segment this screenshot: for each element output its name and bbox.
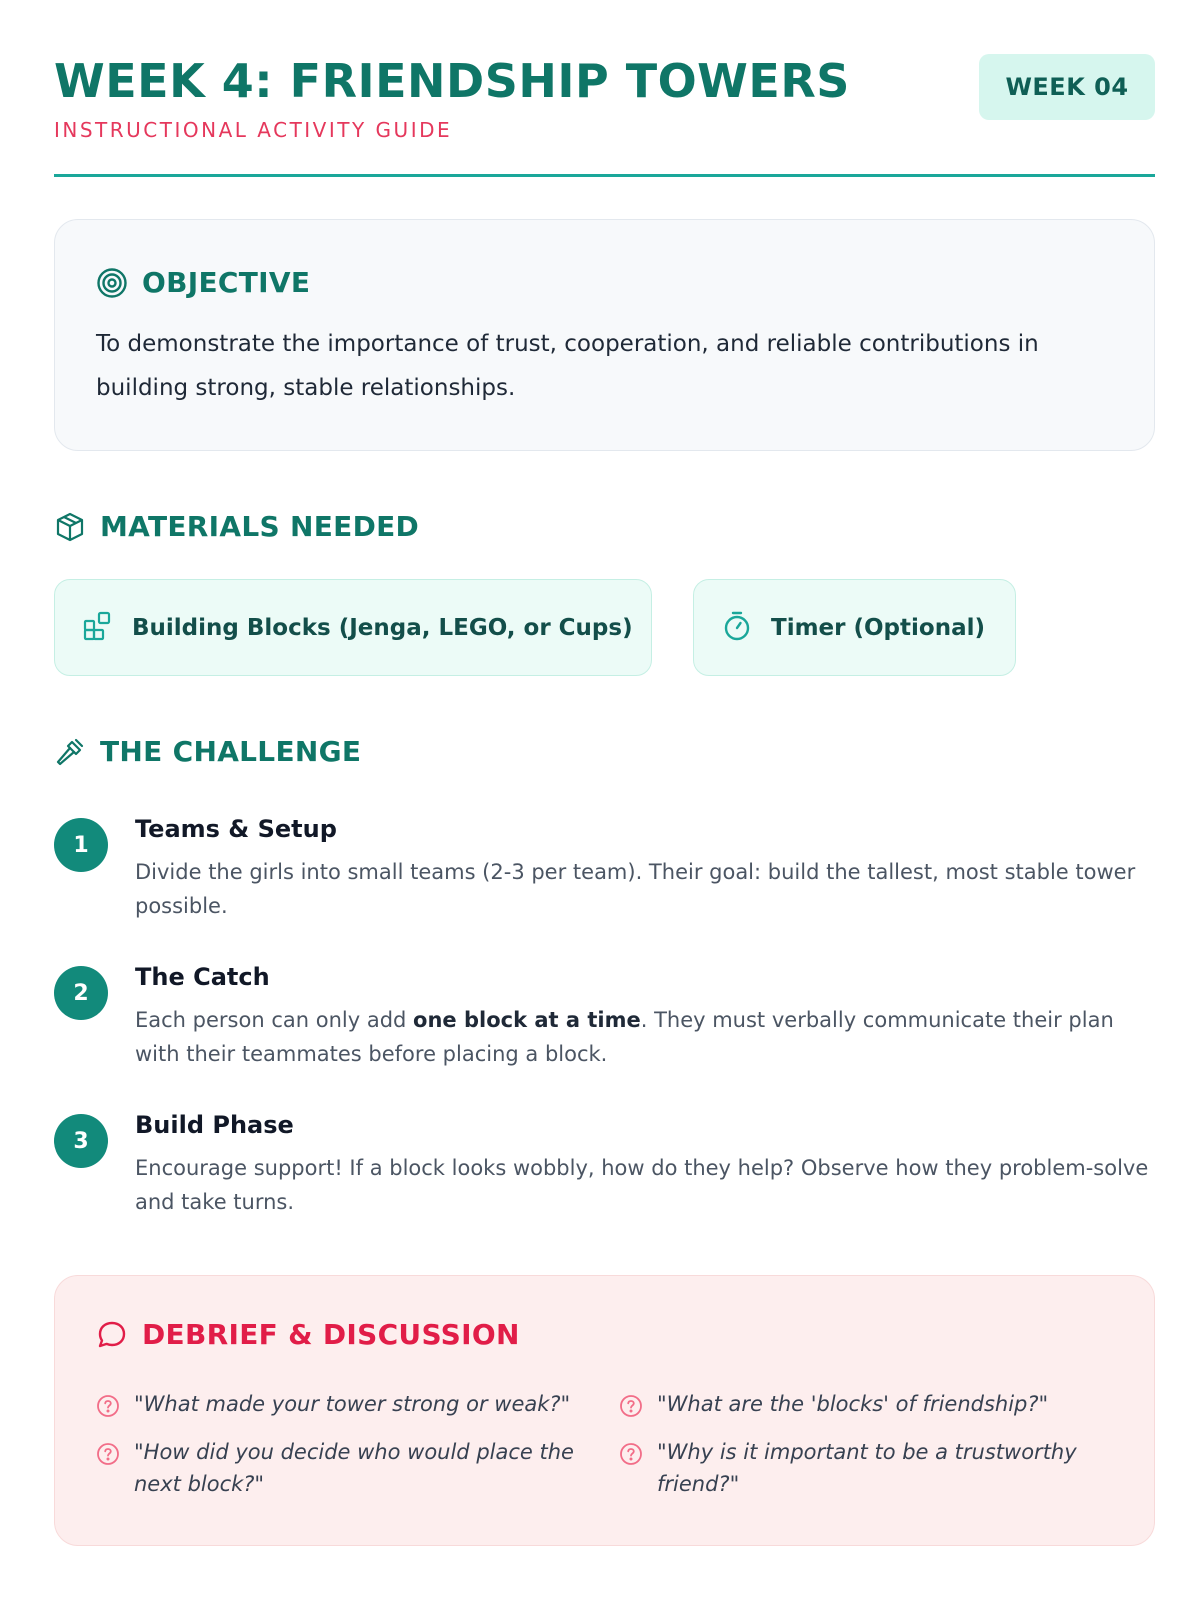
material-item-blocks <box>54 579 652 676</box>
step-description: Divide the girls into small teams (2-3 per team). Their goal: build the tallest, most stable tower possible. <box>135 860 1136 918</box>
page-title: WEEK 4: FRIENDSHIP TOWERS <box>54 54 850 108</box>
step-number-badge: 3 <box>54 1114 108 1168</box>
question-text: "Why is it important to be a trustworthy friend?" <box>657 1440 1077 1496</box>
step-description: Encourage support! If a block looks wobbly, how do they help? Observe how they problem-solve and take turns. <box>135 1156 1149 1214</box>
debrief-card <box>54 1275 1155 1546</box>
step-number-badge: 1 <box>54 818 108 872</box>
step-desc-emphasis: one block at a time <box>413 1008 641 1032</box>
debrief-question <box>619 1388 1119 1427</box>
debrief-question <box>96 1436 576 1500</box>
step-number-badge: 2 <box>54 966 108 1020</box>
objective-title: OBJECTIVE <box>142 266 311 299</box>
challenge-heading <box>54 735 361 768</box>
page-subtitle: INSTRUCTIONAL ACTIVITY GUIDE <box>54 118 453 142</box>
step-desc-text: Each person can only add <box>135 1008 414 1032</box>
step-title: The Catch <box>135 963 270 991</box>
question-circle-icon <box>619 1394 643 1427</box>
box-icon <box>54 511 86 543</box>
material-label: Building Blocks (Jenga, LEGO, or Cups) <box>132 614 633 641</box>
question-text: "How did you decide who would place the next block?" <box>134 1440 574 1496</box>
materials-title: MATERIALS NEEDED <box>100 510 420 543</box>
material-item-timer <box>693 579 1016 676</box>
step-desc-text: . They must verbally communicate their plan with their teammates before placing a block. <box>135 1008 1114 1066</box>
question-text: "What are the 'blocks' of friendship?" <box>657 1392 1049 1416</box>
debrief-heading <box>96 1318 520 1351</box>
objective-card <box>54 219 1155 451</box>
materials-heading <box>54 510 419 543</box>
challenge-title: THE CHALLENGE <box>100 735 362 768</box>
debrief-question <box>96 1388 576 1427</box>
timer-icon <box>721 610 753 646</box>
target-icon <box>96 267 128 299</box>
week-badge: WEEK 04 <box>979 54 1155 120</box>
objective-text: To demonstrate the importance of trust, cooperation, and reliable contributions in building strong, stable relationships. <box>96 331 1039 401</box>
material-label: Timer (Optional) <box>771 614 985 641</box>
hammer-icon <box>54 736 86 768</box>
question-circle-icon <box>619 1442 643 1500</box>
step-title: Teams & Setup <box>135 815 337 843</box>
question-circle-icon <box>96 1442 120 1500</box>
step-description <box>135 1003 1150 1071</box>
question-text: "What made your tower strong or weak?" <box>134 1392 571 1416</box>
debrief-title: DEBRIEF & DISCUSSION <box>142 1318 520 1351</box>
chat-bubble-icon <box>96 1319 128 1351</box>
step-title: Build Phase <box>135 1111 294 1139</box>
question-circle-icon <box>96 1394 120 1427</box>
objective-heading <box>96 266 310 299</box>
debrief-question <box>619 1436 1119 1500</box>
header-divider <box>54 174 1155 177</box>
blocks-icon <box>82 610 114 646</box>
